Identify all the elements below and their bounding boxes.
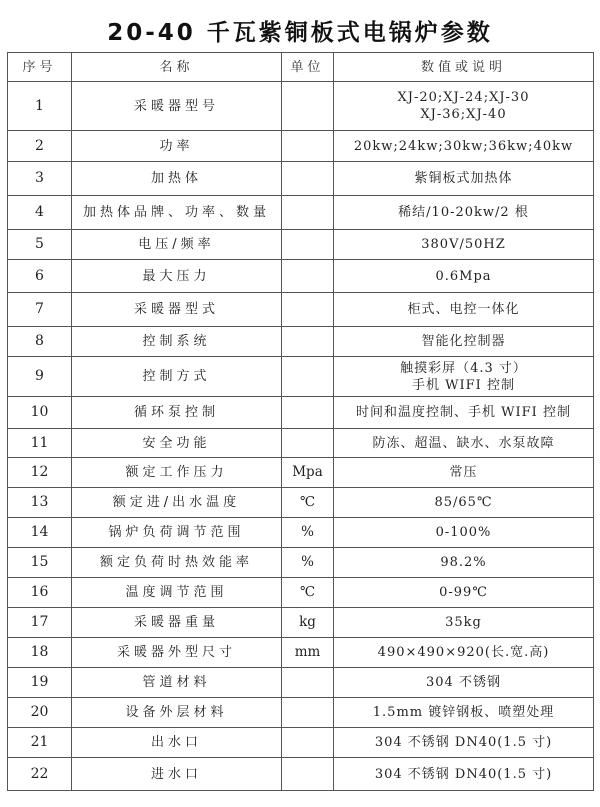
row-value-line: 触摸彩屏（4.3 寸） (400, 360, 527, 376)
row-value (334, 698, 594, 728)
table-row (8, 728, 594, 758)
row-name: 进水口 (72, 758, 282, 791)
row-name: 功率 (72, 131, 282, 162)
row-value-line: 0-100% (435, 525, 492, 540)
row-unit: % (282, 518, 334, 548)
row-value (334, 518, 594, 548)
row-name: 额定负荷时热效能率 (72, 548, 282, 578)
row-unit (282, 260, 334, 293)
row-value (334, 260, 594, 293)
row-value-line: 防冻、超温、缺水、水泵故障 (372, 435, 555, 451)
table-row (8, 458, 594, 488)
row-value (334, 638, 594, 668)
row-value-line: 手机 WIFI 控制 (412, 377, 515, 393)
row-value-line: 85/65℃ (434, 495, 493, 510)
row-value (334, 357, 594, 397)
row-value (334, 162, 594, 196)
table-row (8, 518, 594, 548)
table-body (8, 82, 594, 791)
row-unit (282, 196, 334, 230)
row-unit (282, 758, 334, 791)
row-value (334, 82, 594, 131)
row-number: 19 (8, 668, 72, 698)
row-unit: mm (282, 638, 334, 668)
row-unit: ℃ (282, 488, 334, 518)
row-name: 额定进/出水温度 (72, 488, 282, 518)
row-name: 循环泵控制 (72, 397, 282, 429)
row-value-line: 常压 (449, 465, 478, 480)
row-name: 加热体品牌、功率、数量 (72, 196, 282, 230)
row-unit (282, 162, 334, 196)
row-number: 7 (8, 293, 72, 327)
row-value (334, 458, 594, 488)
table-row (8, 230, 594, 260)
row-number: 4 (8, 196, 72, 230)
row-value (334, 608, 594, 638)
row-name: 控制系统 (72, 327, 282, 357)
row-value-line: 0-99℃ (439, 585, 488, 600)
row-unit (282, 357, 334, 397)
row-number: 5 (8, 230, 72, 260)
row-unit (282, 82, 334, 131)
table-row (8, 260, 594, 293)
row-value (334, 758, 594, 791)
table-row (8, 638, 594, 668)
row-value-line: XJ-20;XJ-24;XJ-30 (397, 90, 530, 105)
table-row (8, 578, 594, 608)
row-value (334, 230, 594, 260)
row-unit: % (282, 548, 334, 578)
row-value (334, 131, 594, 162)
row-number: 17 (8, 608, 72, 638)
row-value-line: 35kg (445, 615, 482, 630)
row-value-line: 98.2% (440, 555, 487, 570)
row-unit: kg (282, 608, 334, 638)
row-number: 6 (8, 260, 72, 293)
row-number: 9 (8, 357, 72, 397)
row-unit (282, 728, 334, 758)
row-value (334, 488, 594, 518)
row-value (334, 196, 594, 230)
row-name: 出水口 (72, 728, 282, 758)
row-unit: ℃ (282, 578, 334, 608)
row-number: 13 (8, 488, 72, 518)
row-unit (282, 230, 334, 260)
row-number: 10 (8, 397, 72, 429)
row-value (334, 578, 594, 608)
row-value-line: 1.5mm 镀锌钢板、喷塑处理 (372, 705, 555, 720)
table-row (8, 397, 594, 429)
row-name: 加热体 (72, 162, 282, 196)
row-name: 采暖器型号 (72, 82, 282, 131)
table-row (8, 293, 594, 327)
row-number: 1 (8, 82, 72, 131)
row-unit (282, 327, 334, 357)
row-value-line: 490×490×920(长.宽.高) (377, 645, 550, 660)
row-value-line: 304 不锈钢 DN40(1.5 寸) (374, 766, 553, 782)
row-unit (282, 668, 334, 698)
table-row (8, 131, 594, 162)
row-value-line: 0.6Mpa (435, 268, 492, 284)
row-value (334, 327, 594, 357)
row-value-line: 时间和温度控制、手机 WIFI 控制 (356, 405, 571, 420)
row-number: 11 (8, 429, 72, 458)
row-value (334, 397, 594, 429)
row-number: 2 (8, 131, 72, 162)
row-name: 控制方式 (72, 357, 282, 397)
row-value (334, 728, 594, 758)
table-row (8, 608, 594, 638)
row-name: 最大压力 (72, 260, 282, 293)
row-number: 22 (8, 758, 72, 791)
row-value-line: 380V/50HZ (421, 237, 506, 252)
header-name: 名称 (72, 53, 282, 82)
row-number: 12 (8, 458, 72, 488)
table-row (8, 429, 594, 458)
row-unit (282, 293, 334, 327)
row-value-line: XJ-36;XJ-40 (420, 107, 507, 122)
row-value (334, 293, 594, 327)
row-unit (282, 397, 334, 429)
row-unit (282, 131, 334, 162)
table-row (8, 698, 594, 728)
table-row (8, 196, 594, 230)
row-name: 采暖器重量 (72, 608, 282, 638)
row-value-line: 紫铜板式加热体 (414, 171, 513, 186)
row-name: 管道材料 (72, 668, 282, 698)
row-value-line: 20kw;24kw;30kw;36kw;40kw (353, 138, 574, 154)
row-value-line: 智能化控制器 (421, 334, 506, 349)
row-name: 温度调节范围 (72, 578, 282, 608)
row-name: 设备外层材料 (72, 698, 282, 728)
header-no: 序号 (8, 53, 72, 82)
row-number: 16 (8, 578, 72, 608)
row-number: 18 (8, 638, 72, 668)
row-value-line: 稀结/10-20kw/2 根 (398, 205, 529, 220)
row-unit: Mpa (282, 458, 334, 488)
row-value (334, 668, 594, 698)
row-name: 采暖器外型尺寸 (72, 638, 282, 668)
row-name: 电压/频率 (72, 230, 282, 260)
header-value: 数值或说明 (334, 53, 594, 82)
row-number: 14 (8, 518, 72, 548)
table-header-row (8, 53, 594, 82)
row-number: 3 (8, 162, 72, 196)
table-row (8, 162, 594, 196)
table-row (8, 357, 594, 397)
row-value (334, 548, 594, 578)
table-row (8, 488, 594, 518)
row-value (334, 429, 594, 458)
document-title: 20-40 千瓦紫铜板式电锅炉参数 (107, 20, 493, 46)
row-name: 采暖器型式 (72, 293, 282, 327)
row-number: 8 (8, 327, 72, 357)
header-unit: 单位 (282, 53, 334, 82)
row-value-line: 柜式、电控一体化 (407, 302, 520, 317)
table-row (8, 758, 594, 791)
row-name: 锅炉负荷调节范围 (72, 518, 282, 548)
row-unit (282, 698, 334, 728)
table-row (8, 327, 594, 357)
row-number: 20 (8, 698, 72, 728)
spec-table (7, 52, 594, 791)
row-name: 额定工作压力 (72, 458, 282, 488)
row-name: 安全功能 (72, 429, 282, 458)
table-row (8, 82, 594, 131)
row-value-line: 304 不锈钢 DN40(1.5 寸) (374, 735, 553, 750)
table-row (8, 548, 594, 578)
row-unit (282, 429, 334, 458)
row-value-line: 304 不锈钢 (426, 675, 501, 690)
row-number: 15 (8, 548, 72, 578)
table-row (8, 668, 594, 698)
row-number: 21 (8, 728, 72, 758)
